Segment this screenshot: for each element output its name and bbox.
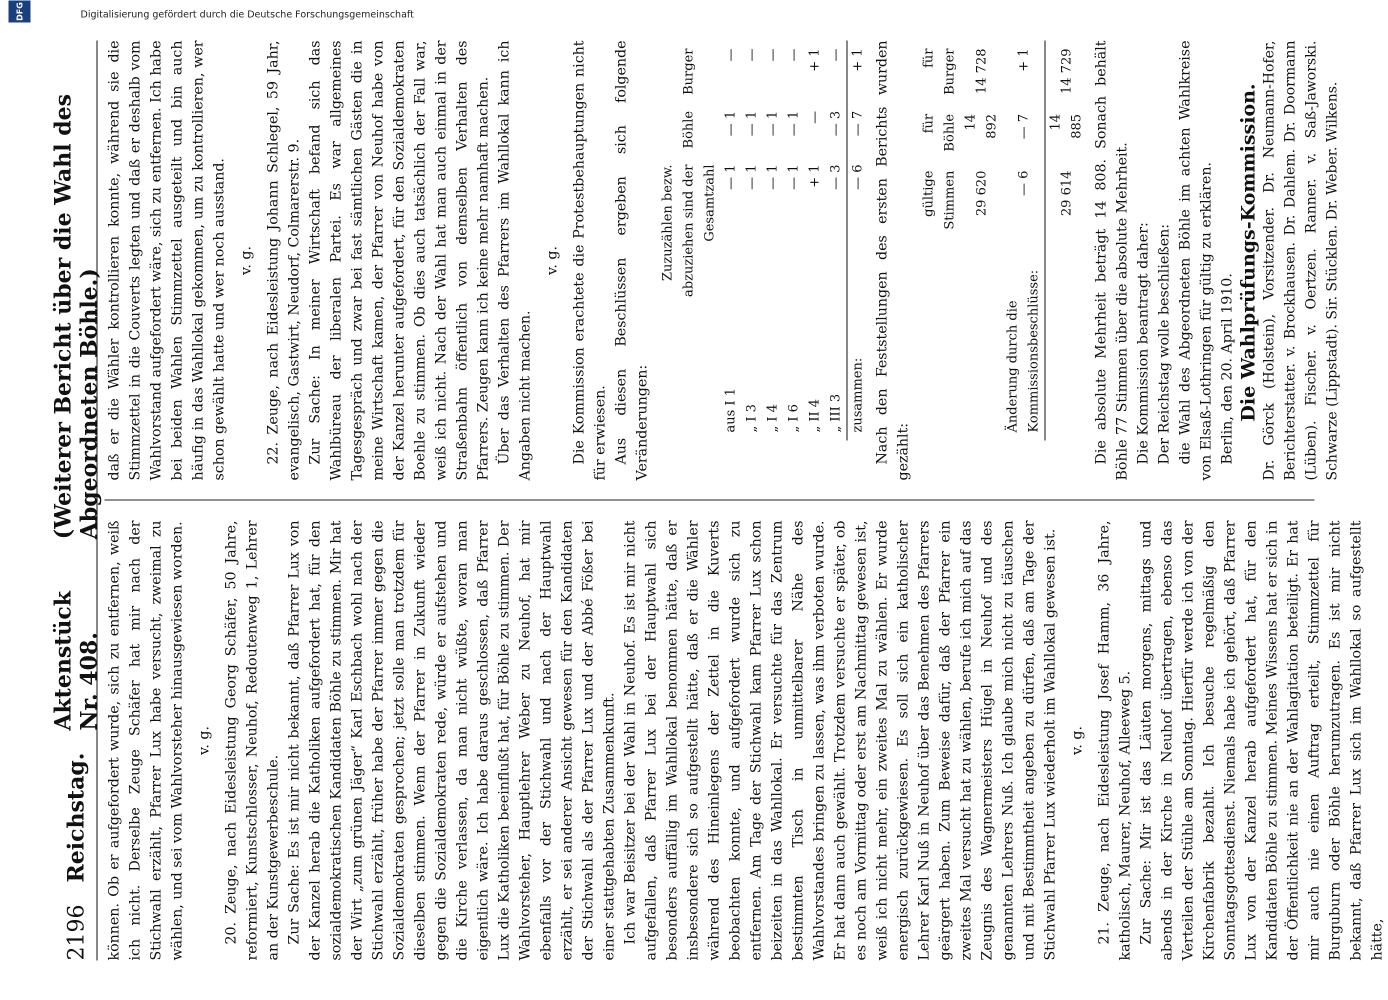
table-cell: — 1	[744, 163, 759, 190]
table-row	[960, 40, 1002, 440]
table-cell: — 3	[828, 110, 843, 136]
paragraph: Der Reichstag wolle beschließen:	[1156, 223, 1172, 464]
vg-mark: v. g.	[196, 725, 212, 755]
table-cell: + 1	[807, 48, 822, 72]
vg-mark: v. g.	[238, 245, 254, 275]
table-header	[918, 40, 960, 440]
paragraph: Nach den Feststellungen des ersten Berichts wurden gezählt:	[874, 40, 911, 480]
table-cell: 29 614	[1045, 162, 1088, 244]
table-cell: „ I 3	[744, 403, 759, 432]
table-cell: + 1	[847, 40, 869, 102]
paragraph: Über das Verhalten des Pfarrers im Wahllokal kann ich Angaben nicht machen.	[496, 40, 533, 480]
paragraph: Die absolute Mehrheit beträgt 14 808. Sonach behält Böhle 77 Stimmen über die absolute Mehrheit.	[1093, 40, 1130, 480]
table-cell: — 1	[765, 163, 780, 190]
table-row	[825, 40, 847, 440]
credit-sidebar	[80, 0, 1320, 20]
paragraph: daß er die Wähler kontrollieren konnte, während sie die Stimmzettel in die Couverts legten und daß er deshalb vom Wahlvorstand aufgefordert wäre, sich zu entfernen. Ich habe bei beiden Wahlen Stimmzettel ausgeteilt und bin auch häufig in das Wahllokal gekommen, um zu kontrollieren, wer schon gewählt hatte und wer noch ausstand.	[106, 40, 227, 480]
table-cell: „ I 4	[765, 403, 780, 432]
paragraph: Aus diesen Beschlüssen ergeben sich folgende Veränderungen:	[613, 40, 650, 480]
table-cell: — 1	[786, 163, 801, 190]
table-head-cell: Zuzuzählen bezw. abzuziehen sind der Gesamtzahl	[660, 163, 717, 297]
table-row	[741, 40, 762, 440]
table-row	[783, 40, 804, 440]
table-cell: Änderung durch die Kommissionsbeschlüsse:	[1005, 269, 1041, 432]
table-cell: —	[765, 48, 780, 61]
table-cell: 14 885	[1045, 105, 1088, 162]
document-title: (Weiterer Bericht über die Wahl des Abgeordneten Böhle.)	[50, 93, 102, 539]
table-cell: —	[723, 48, 738, 61]
table-cell: „ I 6	[786, 403, 801, 432]
table-head-cell: Böhle	[681, 110, 696, 148]
table-cell: 14 728	[973, 48, 989, 94]
page-number: 2196	[63, 904, 89, 960]
dfg-credit: Digitalisierung gefördert durch die Deutsche Forschungsgemeinschaft	[80, 9, 414, 20]
resolution: die Wahl des Abgeordneten Böhle im achten Wahlkreise von Elsaß-Lothringen für gültig zu erklären.	[1177, 40, 1214, 480]
table-cell: — 7	[847, 102, 869, 156]
paragraph: 21. Zeuge, nach Eidesleistung Josef Hamm, 36 Jahre, katholisch, Maurer, Neuhof, Alleeweg 5.	[1096, 520, 1133, 960]
counts-table	[918, 40, 1087, 440]
table-row	[762, 40, 783, 440]
table-cell: — 7	[1015, 113, 1031, 139]
table-cell: + 1	[807, 163, 822, 188]
page-header	[50, 40, 102, 960]
table-cell: zusammen:	[847, 349, 869, 440]
table-cell: 29 620	[973, 170, 989, 216]
table-header	[657, 40, 720, 440]
table-cell: — 1	[723, 110, 738, 136]
table-sum-row	[847, 40, 869, 440]
right-column	[104, 40, 1340, 480]
signatures: Dr. Görck (Holstein), Vorsitzender. Dr. Neumann-Hofer, Berichterstatter. v. Brockhausen. Dr. Dahlem. Dr. Doormann (Lüben). Fischer. v. Oertzen. Ranner. v. Saß-Jaworski. Schwarze (Lippstadt). Sir. Stücklen. Dr. Weber. Wilkens.	[1261, 40, 1340, 480]
table-cell: —	[828, 48, 843, 61]
table-cell: — 1	[723, 163, 738, 190]
column-divider	[104, 499, 1314, 500]
commission-title: Die Wahlprüfungs-Kommission.	[1237, 82, 1259, 422]
table-head-cell: gültige Stimmen	[921, 170, 957, 230]
changes-table	[657, 40, 868, 440]
document-number: Aktenstück Nr. 408.	[50, 590, 102, 731]
paragraph: Ich war Beisitzer bei der Wahl in Neuhof. Es ist mir nicht aufgefallen, daß Pfarrer Lux bei der Hauptwahl sich besonders auffällig im Wahllokal benommen hätte, daß er insbesondere sich so aufgestellt hätte, daß er die Wähler während des Hineinlegens der Zettel in die Kuverts beobachten konnte, und aufgefordert wurde sich zu entfernen. Am Tage der Stichwahl kam Pfarrer Lux schon beizeiten in das Wahllokal. Er versuchte für das Zentrum bestimmten Tisch in unmittelbarer Nähe des Wahlvorstandes bringen zu lassen, was ihm verboten wurde. Er hat dann auch gewählt. Trotzdem versuchte er später, ob es noch am Vormittag oder erst am Nachmittag gewesen ist, weiß ich nicht mehr, ein zweites Mal zu wählen. Er wurde energisch zurückgewiesen. Es soll sich ein katholischer Lehrer Karl Nuß in Neuhof über das Benehmen des Pfarrers geärgert haben. Zum Beweise dafür, daß der Pfarrer ein zweites Mal versucht hat zu wählen, berufe ich mich auf das Zeugnis des Wagnermeisters Hügel in Neuhof und des genannten Lehrers Nuß. Ich glaube mich nicht zu täuschen und mit Bestimmtheit angeben zu dürfen, daß am Tage der Stichwahl Pfarrer Lux wiederholt im Wahllokal gewesen ist.	[622, 520, 1058, 960]
table-cell: — 6	[847, 156, 869, 349]
table-head-cell: für Böhle	[921, 113, 957, 152]
section-title: Reichstag.	[63, 752, 89, 882]
table-cell: — 1	[765, 110, 780, 136]
table-head-cell: für Burger	[921, 48, 957, 95]
table-cell: aus I 1	[723, 387, 738, 432]
table-cell: —	[744, 48, 759, 61]
paragraph: Zur Sache: Mir ist das Läuten morgens, mittags und abends in der Kirche in Neuhof übertragen, ebenso das Verteilen der Stühle am Sonntag. Hierfür werde ich von der Kirchenfabrik bezahlt. Ich besuche regelmäßig den Sonntagsgottesdienst. Niemals habe ich gehört, daß Pfarrer Lux von der Kanzel herab aufgefordert hat, für den Kandidaten Böhle zu stimmen. Meines Wissens hat er sich in der Öffentlichkeit nie an der Wahlagitation beteiligt. Er hat mir auch nie einen Auftrag erteilt, Stimmzettel für Burguburn oder Böhle herumzutragen. Es ist mir nicht bekannt, daß Pfarrer Lux sich im Wahllokal so aufgestellt hätte,	[1138, 520, 1385, 960]
table-row	[720, 40, 741, 440]
paragraph: Zur Sache: Es ist mir nicht bekannt, daß Pfarrer Lux von der Kanzel herab die Katholiken aufgefordert hat, für den sozialdemokratischen Kandidaten Böhle zu stimmen. Mir hat der Wirt „zum grünen Jäger“ Karl Eschbach wohl nach der Stichwahl erzählt, früher habe der Pfarrer immer gegen die Sozialdemokraten gesprochen; jetzt solle man trotzdem für dieselben stimmen. Wenn der Pfarrer in Zukunft wieder gegen die Sozialdemokraten rede, würde er aufstehen und die Kirche verlassen, da man nicht wüßte, woran man eigentlich wäre. Ich habe daraus geschlossen, daß Pfarrer Lux die Katholiken beeinflußt hat, für Böhle zu stimmen. Der Wahlvorsteher, Hauptlehrer Weber zu Neuhof, hat mir ebenfalls vor der Stichwahl und nach der Hauptwahl erzählt, er sei anderer Ansicht gewesen für den Kandidaten der Stichwahl als der Pfarrer Lux und der Abbé Fößer bei einer stattgehabten Zusammenkunft.	[286, 520, 617, 960]
paragraph: Zur Sache: In meiner Wirtschaft befand sich das Wahlbüreau der liberalen Partei. Es war allgemeines Tagesgespräch und zwar bei fast sämtlichen Gästen die in meine Wirtschaft kamen, der Pfarrer von Neuhof habe von der Kanzel herunter aufgefordert, für den Sozialdemokraten Boehle zu stimmen. Ob dies auch tatsächlich der Fall war, weiß ich nicht. Nach der Wahl hat man auch einmal in der Straßenbahn öffentlich von demselben Verhalten des Pfarrers. Zeugen kann ich keine mehr namhaft machen.	[307, 40, 491, 480]
header-rule	[96, 40, 97, 960]
table-cell: „ II 4	[807, 398, 822, 432]
table-cell: „ III 3	[828, 393, 843, 432]
table-row	[1002, 40, 1045, 440]
table-cell: — 3	[828, 163, 843, 190]
paragraph: 20. Zeuge, nach Eidesleistung Georg Schäfer, 50 Jahre, reformiert, Kunstschlosser, Neuhof, Redoutenweg 1, Lehrer an der Kunstgewerbeschule.	[223, 520, 281, 960]
paragraph: Die Kommission erachtete die Protestbehauptungen nicht für erwiesen.	[571, 40, 608, 480]
date-line: Berlin, den 20. April 1910.	[1219, 272, 1235, 464]
dfg-logo: DFG	[8, 0, 30, 22]
table-row	[804, 40, 825, 440]
table-head-cell: Burger	[681, 48, 696, 95]
left-column	[104, 520, 1385, 960]
table-sum-row	[1045, 40, 1088, 440]
table-cell: + 1	[1015, 48, 1031, 72]
table-cell: 14 892	[963, 113, 999, 139]
paragraph: Die Kommission beantragt daher:	[1135, 221, 1151, 464]
table-cell: — 1	[786, 110, 801, 136]
table-cell: —	[807, 110, 822, 124]
vg-mark: v. g.	[1069, 725, 1085, 755]
table-cell: —	[786, 48, 801, 61]
table-cell: — 1	[744, 110, 759, 136]
paragraph: können. Ob er aufgefordert wurde, sich zu entfernen, weiß ich nicht. Derselbe Zeuge Schäfer hat mir nach der Stichwahl erzählt, Pfarrer Lux habe versucht, zweimal zu wählen, und sei vom Wahlvorsteher hinausgewiesen worden.	[106, 520, 185, 960]
vg-mark: v. g.	[544, 245, 560, 275]
paragraph: 22. Zeuge, nach Eidesleistung Johann Schlegel, 59 Jahr, evangelisch, Gastwirt, Neudorf, Colmarerstr. 9.	[265, 40, 302, 480]
table-cell: 14 729	[1045, 40, 1088, 105]
table-cell: — 6	[1015, 170, 1031, 196]
